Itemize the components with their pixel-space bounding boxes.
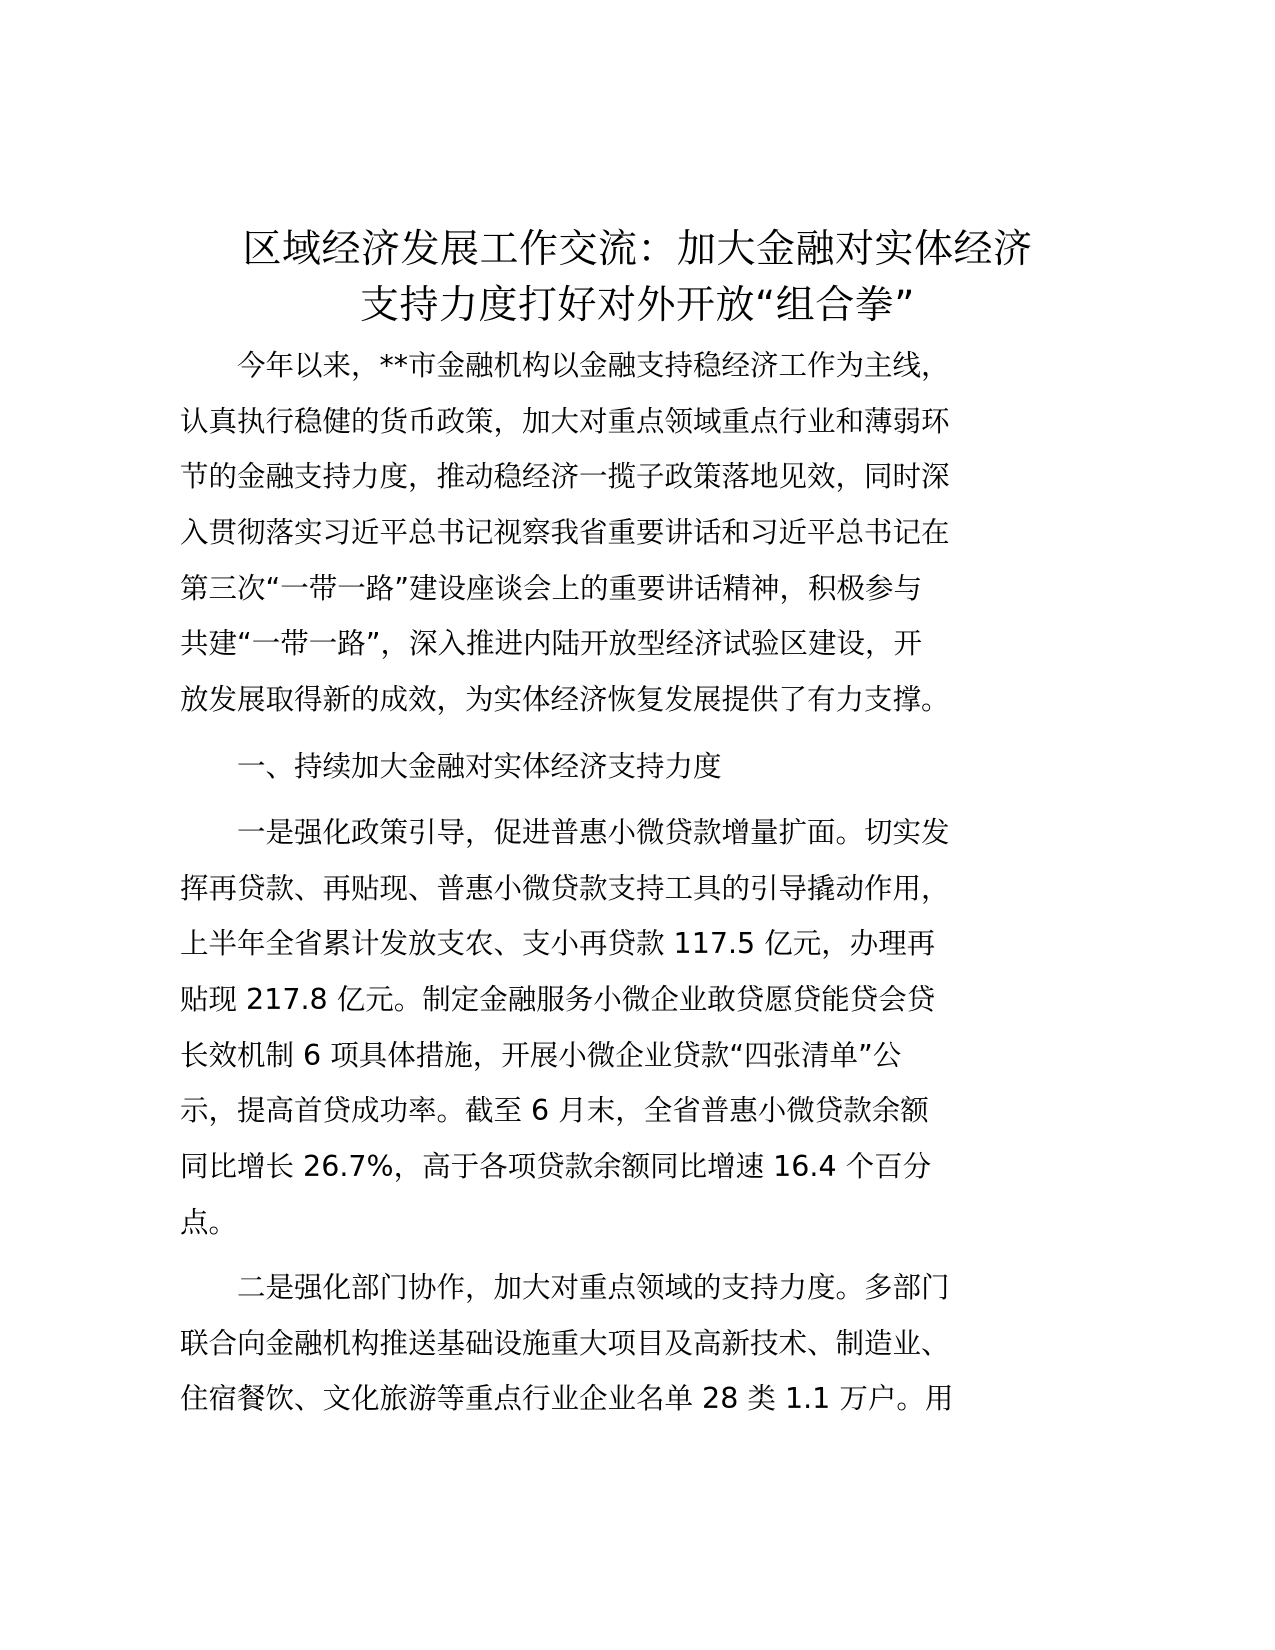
title-line-2: 支持力度打好对外开放“组合拳” bbox=[360, 283, 915, 328]
paragraph-line: 上半年全省累计发放支农、支小再贷款 117.5 亿元，办理再 bbox=[180, 927, 936, 961]
document-title bbox=[150, 222, 1125, 278]
paragraph-line: 挥再贷款、再贴现、普惠小微贷款支持工具的引导撬动作用， bbox=[180, 871, 950, 905]
section-heading-text: 一、持续加大金融对实体经济支持力度 bbox=[180, 750, 722, 783]
paragraph-line: 入贯彻落实习近平总书记视察我省重要讲话和习近平总书记在 bbox=[180, 516, 950, 550]
paragraph-line: 联合向金融机构推送基础设施重大项目及高新技术、制造业、 bbox=[180, 1326, 950, 1360]
paragraph-line: 共建“一带一路”，深入推进内陆开放型经济试验区建设，开 bbox=[180, 627, 923, 661]
section-heading bbox=[180, 739, 1040, 795]
paragraph-line: 一是强化政策引导，促进普惠小微贷款增量扩面。切实发 bbox=[180, 816, 950, 849]
document-title-continued bbox=[150, 278, 1125, 334]
department-coordination-paragraph bbox=[180, 1260, 1040, 1427]
paragraph-line: 长效机制 6 项具体措施，开展小微企业贷款“四张清单”公 bbox=[180, 1038, 902, 1072]
paragraph-line: 示，提高首贷成功率。截至 6 月末，全省普惠小微贷款余额 bbox=[180, 1094, 929, 1128]
policy-guidance-paragraph bbox=[180, 805, 1040, 1251]
paragraph-line: 同比增长 26.7%，高于各项贷款余额同比增速 16.4 个百分 bbox=[180, 1150, 932, 1184]
paragraph-line: 住宿餐饮、文化旅游等重点行业企业名单 28 类 1.1 万户。用 bbox=[180, 1382, 954, 1416]
paragraph-line: 节的金融支持力度，推动稳经济一揽子政策落地见效，同时深 bbox=[180, 460, 950, 494]
paragraph-line: 认真执行稳健的货币政策，加大对重点领域重点行业和薄弱环 bbox=[180, 404, 950, 438]
paragraph-line: 今年以来，**市金融机构以金融支持稳经济工作为主线， bbox=[180, 349, 950, 382]
paragraph-line: 放发展取得新的成效，为实体经济恢复发展提供了有力支撑。 bbox=[180, 683, 950, 717]
paragraph-line: 第三次“一带一路”建设座谈会上的重要讲话精神，积极参与 bbox=[180, 571, 923, 605]
paragraph-line: 点。 bbox=[180, 1205, 238, 1239]
title-line-1: 区域经济发展工作交流：加大金融对实体经济 bbox=[242, 227, 1033, 272]
paragraph-line: 二是强化部门协作，加大对重点领域的支持力度。多部门 bbox=[180, 1271, 950, 1304]
intro-paragraph bbox=[180, 338, 1040, 728]
paragraph-line: 贴现 217.8 亿元。制定金融服务小微企业敢贷愿贷能贷会贷 bbox=[180, 983, 936, 1017]
